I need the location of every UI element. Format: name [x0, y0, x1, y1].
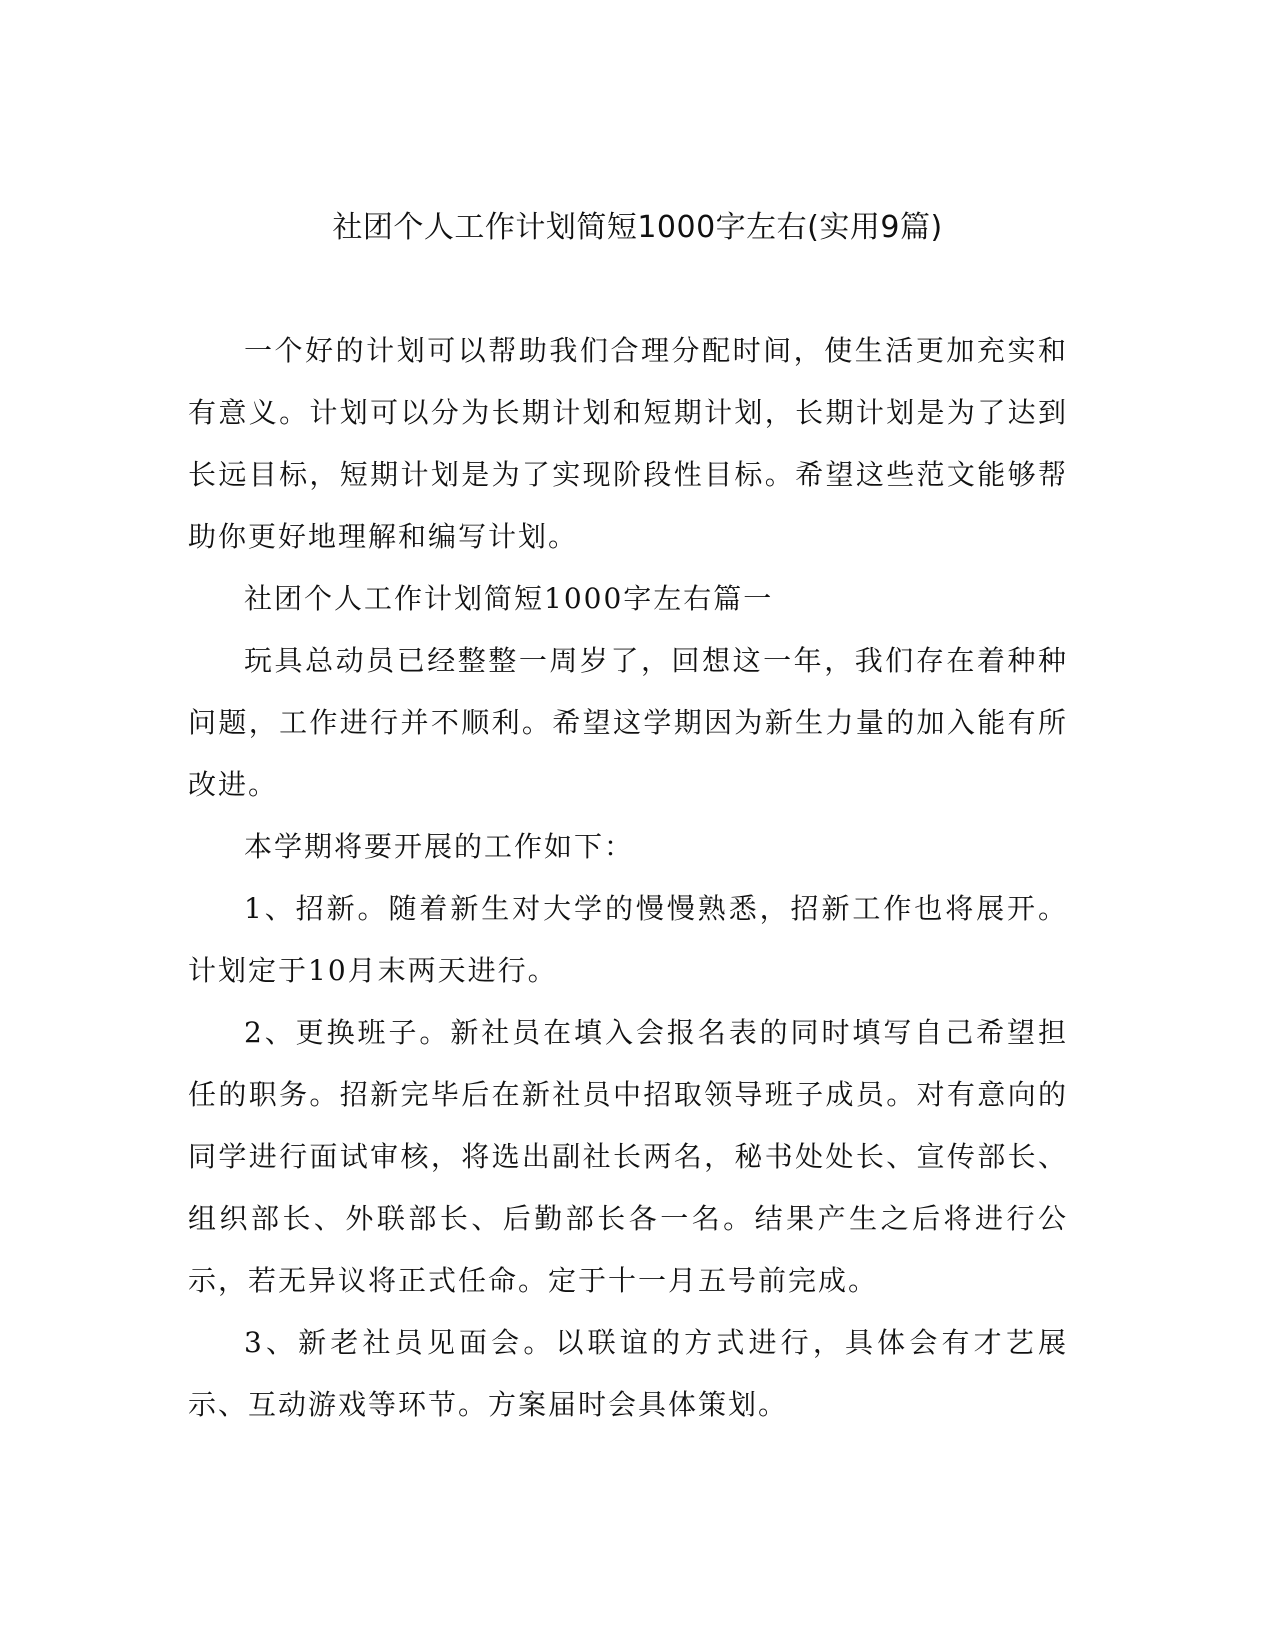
document-body: [188, 320, 1068, 1436]
document-title: 社团个人工作计划简短1000字左右(实用9篇): [332, 210, 943, 245]
body-paragraph: 本学期将要开展的工作如下：: [244, 830, 635, 863]
list-item: 1、招新。随着新生对大学的慢慢熟悉，招新工作也将展开。计划定于10月末两天进行。: [188, 892, 1068, 987]
intro-paragraph: 一个好的计划可以帮助我们合理分配时间，使生活更加充实和有意义。计划可以分为长期计划和短期计划，长期计划是为了达到长远目标，短期计划是为了实现阶段性目标。希望这些范文能够帮助你更好地理解和编写计划。: [188, 334, 1068, 553]
list-item: 3、新老社员见面会。以联谊的方式进行，具体会有才艺展示、互动游戏等环节。方案届时会具体策划。: [188, 1326, 1068, 1421]
list-item: 2、更换班子。新社员在填入会报名表的同时填写自己希望担任的职务。招新完毕后在新社员中招取领导班子成员。对有意向的同学进行面试审核，将选出副社长两名，秘书处处长、宣传部长、组织部长、外联部长、后勤部长各一名。结果产生之后将进行公示，若无异议将正式任命。定于十一月五号前完成。: [188, 1016, 1068, 1297]
body-paragraph: 玩具总动员已经整整一周岁了，回想这一年，我们存在着种种问题，工作进行并不顺利。希望这学期因为新生力量的加入能有所改进。: [188, 644, 1068, 801]
section-heading: 社团个人工作计划简短1000字左右篇一: [244, 582, 774, 615]
